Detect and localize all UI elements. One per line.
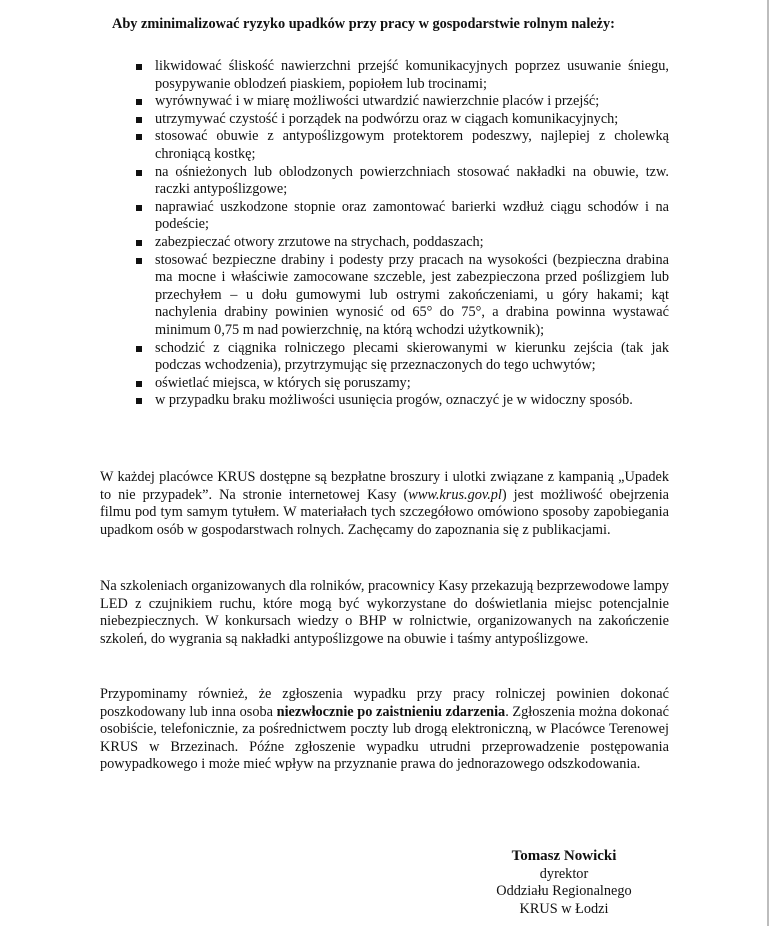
square-bullet-icon bbox=[136, 398, 142, 404]
list-item-text: wyrównywać i w miarę możliwości utwardzić nawierzchnie placów i przejść; bbox=[155, 93, 600, 110]
list-item-text: stosować obuwie z antypoślizgowym protektorem podeszwy, najlepiej z cholewką chroniącą kostkę; bbox=[155, 128, 669, 162]
list-item bbox=[136, 252, 669, 340]
list-item bbox=[136, 375, 669, 393]
square-bullet-icon bbox=[136, 99, 142, 105]
paragraph-text: W każdej placówce KRUS dostępne są bezpłatne broszury i ulotki związane z kampanią „Upadek to nie przypadek”. Na stronie internetowej Kasy ( bbox=[100, 469, 669, 503]
list-item bbox=[136, 128, 669, 163]
square-bullet-icon bbox=[136, 240, 142, 246]
emphasized-text: niezwłocznie po zaistnieniu zdarzenia bbox=[276, 703, 506, 720]
list-item bbox=[136, 199, 669, 234]
list-item bbox=[136, 111, 669, 129]
list-item bbox=[136, 93, 669, 111]
square-bullet-icon bbox=[136, 381, 142, 387]
section-heading: Aby zminimalizować ryzyko upadków przy pracy w gospodarstwie rolnym należy: bbox=[112, 16, 615, 32]
signatory-unit: Oddziału Regionalnego bbox=[496, 883, 632, 900]
accident-report-paragraph bbox=[100, 686, 669, 774]
paragraph-text: . Zgłoszenia można dokonać osobiście, telefonicznie, za pośrednictwem poczty lub drogą elektroniczną, w Placówce Terenowej KRUS w Brzezinach. Późne zgłoszenie wypadku utrudni przeprowadzenie postępowania powypadkowego i może mieć wpływ na przyznanie prawa do jednorazowego odszkodowania. bbox=[100, 703, 669, 773]
signatory-organization: KRUS w Łodzi bbox=[519, 900, 609, 917]
list-item-text: w przypadku braku możliwości usunięcia progów, oznaczyć je w widoczny sposób. bbox=[155, 392, 633, 409]
square-bullet-icon bbox=[136, 64, 142, 70]
list-item-text: zabezpieczać otwory zrzutowe na strychach, poddaszach; bbox=[155, 233, 484, 250]
list-item-text: na ośnieżonych lub oblodzonych powierzchniach stosować nakładki na obuwie, tzw. raczki antypoślizgowe; bbox=[155, 163, 669, 198]
square-bullet-icon bbox=[136, 205, 142, 211]
list-item-text: utrzymywać czystość i porządek na podwórzu oraz w ciągach komunikacyjnych; bbox=[155, 110, 619, 127]
list-item-text: oświetlać miejsca, w których się poruszamy; bbox=[155, 374, 411, 391]
list-item-text: schodzić z ciągnika rolniczego plecami skierowanymi w kierunku zejścia (tak jak podczas wchodzenia), przytrzymując się przeznaczonych do tego uchwytów; bbox=[155, 339, 669, 374]
signatory-title: dyrektor bbox=[539, 865, 589, 882]
square-bullet-icon bbox=[136, 258, 142, 264]
trainings-paragraph: Na szkoleniach organizowanych dla rolników, pracownicy Kasy przekazują bezprzewodowe lampy LED z czujnikiem ruchu, które mogą być wykorzystane do doświetlania miejsc potencjalnie niebezpiecznych. W konkursach wiedzy o BHP w rolnictwie, organizowanych na zakończenie szkoleń, do wygrania są nakładki antypoślizgowe na obuwie i taśmy antypoślizgowe. bbox=[100, 578, 669, 647]
list-item bbox=[136, 164, 669, 199]
paragraph-text: ) jest możliwość obejrzenia filmu pod tym samym tytułem. W materiałach tych szczegółowo omówiono sposoby zapobiegania upadkom osób w gospodarstwach rolnych. Zachęcamy do zapoznania się z publikacjami. bbox=[100, 486, 670, 538]
paragraph-text: Przypominamy również, że zgłoszenia wypadku przy pracy rolniczej powinien dokonać poszkodowany lub inna osoba bbox=[100, 686, 669, 720]
list-item bbox=[136, 392, 669, 410]
square-bullet-icon bbox=[136, 346, 142, 352]
list-item bbox=[136, 234, 669, 252]
list-item-text: naprawiać uszkodzone stopnie oraz zamontować barierki wzdłuż ciągu schodów i na podeście; bbox=[155, 198, 669, 233]
square-bullet-icon bbox=[136, 134, 142, 140]
website-link[interactable]: www.krus.gov.pl bbox=[408, 486, 502, 503]
list-item bbox=[136, 58, 669, 93]
safety-tips-list bbox=[136, 58, 669, 410]
signatory-name: Tomasz Nowicki bbox=[511, 848, 617, 864]
signature-block bbox=[470, 848, 658, 918]
square-bullet-icon bbox=[136, 117, 142, 123]
brochures-paragraph bbox=[100, 469, 669, 539]
list-item-text: stosować bezpieczne drabiny i podesty przy pracach na wysokości (bezpieczna drabina ma mocne i właściwie zamocowane szczeble, jest zabezpieczona przed poślizgiem lub przechyłem – u dołu gumowymi lub ostrymi zakończeniami, u góry hakami; kąt nachylenia drabiny powinien wynosić od 65° do 75°, a drabina powinna wystawać minimum 0,75 m nad powierzchnię, na którą wchodzi użytkownik); bbox=[155, 251, 669, 338]
square-bullet-icon bbox=[136, 170, 142, 176]
list-item bbox=[136, 340, 669, 375]
list-item-text: likwidować śliskość nawierzchni przejść komunikacyjnych poprzez usuwanie śniegu, posypywanie oblodzeń piaskiem, popiołem lub trocinami; bbox=[155, 58, 669, 92]
